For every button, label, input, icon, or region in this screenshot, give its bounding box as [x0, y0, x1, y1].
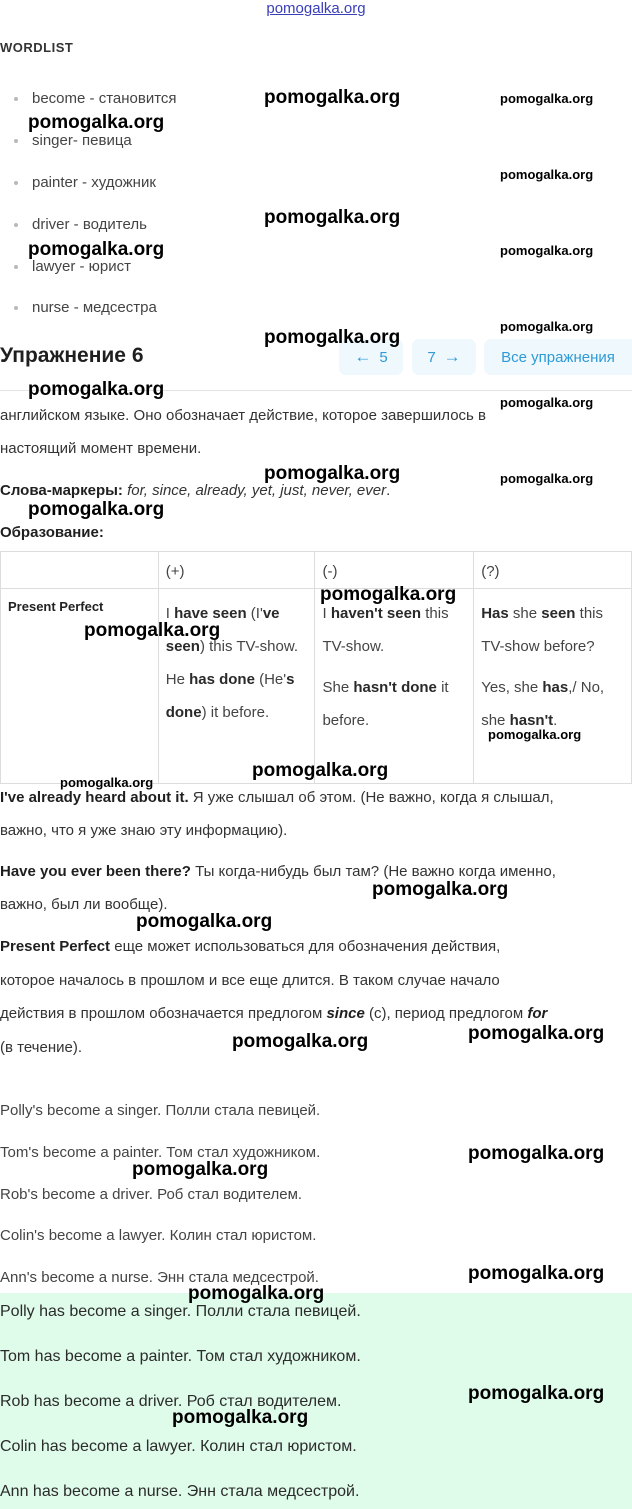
watermark: pomogalka.org	[468, 1383, 605, 1404]
example-1: I've already heard about it. Я уже слышал об этом. (Не важно, когда я слышал,	[0, 789, 554, 806]
watermark: pomogalka.org	[468, 1263, 605, 1284]
watermark: pomogalka.org	[232, 1031, 369, 1052]
wordlist-title: WORDLIST	[0, 40, 74, 55]
watermark: pomogalka.org	[28, 379, 165, 400]
watermark: pomogalka.org	[252, 760, 389, 781]
watermark: pomogalka.org	[172, 1407, 309, 1428]
watermark: pomogalka.org	[28, 112, 165, 133]
wordlist-item: lawyer - юрист	[14, 258, 131, 275]
answer-full-line: Polly has become a singer. Полли стала певицей.	[0, 1303, 361, 1320]
next-exercise-label: 7	[427, 348, 436, 366]
present-perfect-table	[0, 551, 632, 784]
watermark: pomogalka.org	[468, 1023, 605, 1044]
table-header-cell: (+)	[158, 552, 315, 589]
answer-full-line: Ann has become a nurse. Энн стала медсестрой.	[0, 1483, 360, 1500]
table-header-cell: (?)	[474, 552, 632, 589]
markers-line: Слова-маркеры: for, since, already, yet, just, never, ever.	[0, 482, 391, 499]
wordlist-item: singer- певица	[14, 132, 132, 149]
table-cell-question	[474, 589, 632, 784]
bullet-icon	[14, 139, 18, 143]
watermark: pomogalka.org	[320, 584, 457, 605]
bullet-icon	[14, 181, 18, 185]
answer-full-line: Tom has become a painter. Том стал художником.	[0, 1348, 361, 1365]
answer-line: Tom's become a painter. Том стал художником.	[0, 1144, 321, 1161]
watermark: pomogalka.org	[264, 87, 401, 108]
table-header-cell: (-)	[315, 552, 474, 589]
example-2-line-2: важно, был ли вообще).	[0, 896, 168, 913]
wordlist-item: painter - художник	[14, 174, 156, 191]
watermark: pomogalka.org	[60, 775, 154, 790]
watermark: pomogalka.org	[132, 1159, 269, 1180]
table-cell-minus	[315, 589, 474, 784]
wordlist-item: driver - водитель	[14, 216, 147, 233]
watermark: pomogalka.org	[28, 499, 165, 520]
prev-exercise-label: 5	[379, 348, 388, 366]
minus-example-2: She hasn't done it before.	[322, 679, 449, 729]
watermark: pomogalka.org	[500, 395, 594, 410]
table-row-label: Present Perfect	[1, 589, 159, 784]
next-exercise-button[interactable]	[412, 339, 476, 375]
watermark: pomogalka.org	[488, 727, 582, 742]
bullet-icon	[14, 223, 18, 227]
intro-line-1: английском языке. Оно обозначает действие, которое завершилось в	[0, 407, 486, 424]
watermark: pomogalka.org	[264, 207, 401, 228]
question-example-1: Has she seen this TV-show before?	[481, 605, 603, 655]
wordlist-item: become - становится	[14, 90, 177, 107]
watermark: pomogalka.org	[136, 911, 273, 932]
pp-usage-line-3: действия в прошлом обозначается предлогом since (с), период предлогом for	[0, 1005, 548, 1022]
markers-label: Слова-маркеры:	[0, 482, 123, 499]
answer-line: Ann's become a nurse. Энн стала медсестрой.	[0, 1269, 319, 1286]
minus-example-1: I haven't seen this TV-show.	[322, 605, 449, 655]
site-header[interactable]	[0, 0, 632, 17]
watermark: pomogalka.org	[188, 1283, 325, 1304]
exercise-title: Упражнение 6	[0, 344, 144, 367]
bullet-icon	[14, 265, 18, 269]
site-header-link[interactable]: pomogalka.org	[266, 0, 366, 17]
answer-full-line: Colin has become a lawyer. Колин стал юристом.	[0, 1438, 357, 1455]
table-cell-plus	[158, 589, 315, 784]
arrow-left-icon: ←	[354, 347, 372, 366]
table-row	[1, 589, 632, 784]
all-exercises-button[interactable]	[484, 339, 632, 375]
arrow-right-icon: →	[443, 347, 461, 366]
formation-label: Образование:	[0, 524, 104, 541]
watermark: pomogalka.org	[264, 463, 401, 484]
watermark: pomogalka.org	[468, 1143, 605, 1164]
pp-usage-line-2: которое началось в прошлом и все еще длится. В таком случае начало	[0, 972, 500, 989]
watermark: pomogalka.org	[500, 167, 594, 182]
answer-full-line: Rob has become a driver. Роб стал водителем.	[0, 1393, 342, 1410]
plus-example-2: He has done (He's done) it before.	[165, 671, 295, 721]
watermark: pomogalka.org	[372, 879, 509, 900]
watermark: pomogalka.org	[500, 243, 594, 258]
wordlist-item: nurse - медсестра	[14, 299, 157, 316]
all-exercises-label: Все упражнения	[501, 348, 615, 366]
answer-line: Colin's become a lawyer. Колин стал юристом.	[0, 1227, 317, 1244]
answer-line: Polly's become a singer. Полли стала певицей.	[0, 1102, 321, 1119]
table-header-row	[1, 552, 632, 589]
question-example-2: Yes, she has,/ No, she hasn't.	[481, 679, 605, 729]
example-1-line-2: важно, что я уже знаю эту информацию).	[0, 822, 288, 839]
watermark: pomogalka.org	[500, 91, 594, 106]
bullet-icon	[14, 97, 18, 101]
watermark: pomogalka.org	[264, 327, 401, 348]
markers-words: for, since, already, yet, just, never, ever	[127, 482, 387, 499]
bullet-icon	[14, 306, 18, 310]
intro-line-2: настоящий момент времени.	[0, 440, 202, 457]
watermark: pomogalka.org	[500, 319, 594, 334]
answer-line: Rob's become a driver. Роб стал водителем.	[0, 1186, 303, 1203]
table-header-cell	[1, 552, 159, 589]
watermark: pomogalka.org	[28, 239, 165, 260]
watermark: pomogalka.org	[84, 620, 221, 641]
pp-usage-line-1: Present Perfect еще может использоваться для обозначения действия,	[0, 938, 501, 955]
example-2: Have you ever been there? Ты когда-нибудь был там? (Не важно когда именно,	[0, 863, 556, 880]
watermark: pomogalka.org	[500, 471, 594, 486]
plus-example-1: I have seen (I've seen) this TV-show.	[165, 605, 299, 655]
pp-usage-line-4: (в течение).	[0, 1039, 83, 1056]
